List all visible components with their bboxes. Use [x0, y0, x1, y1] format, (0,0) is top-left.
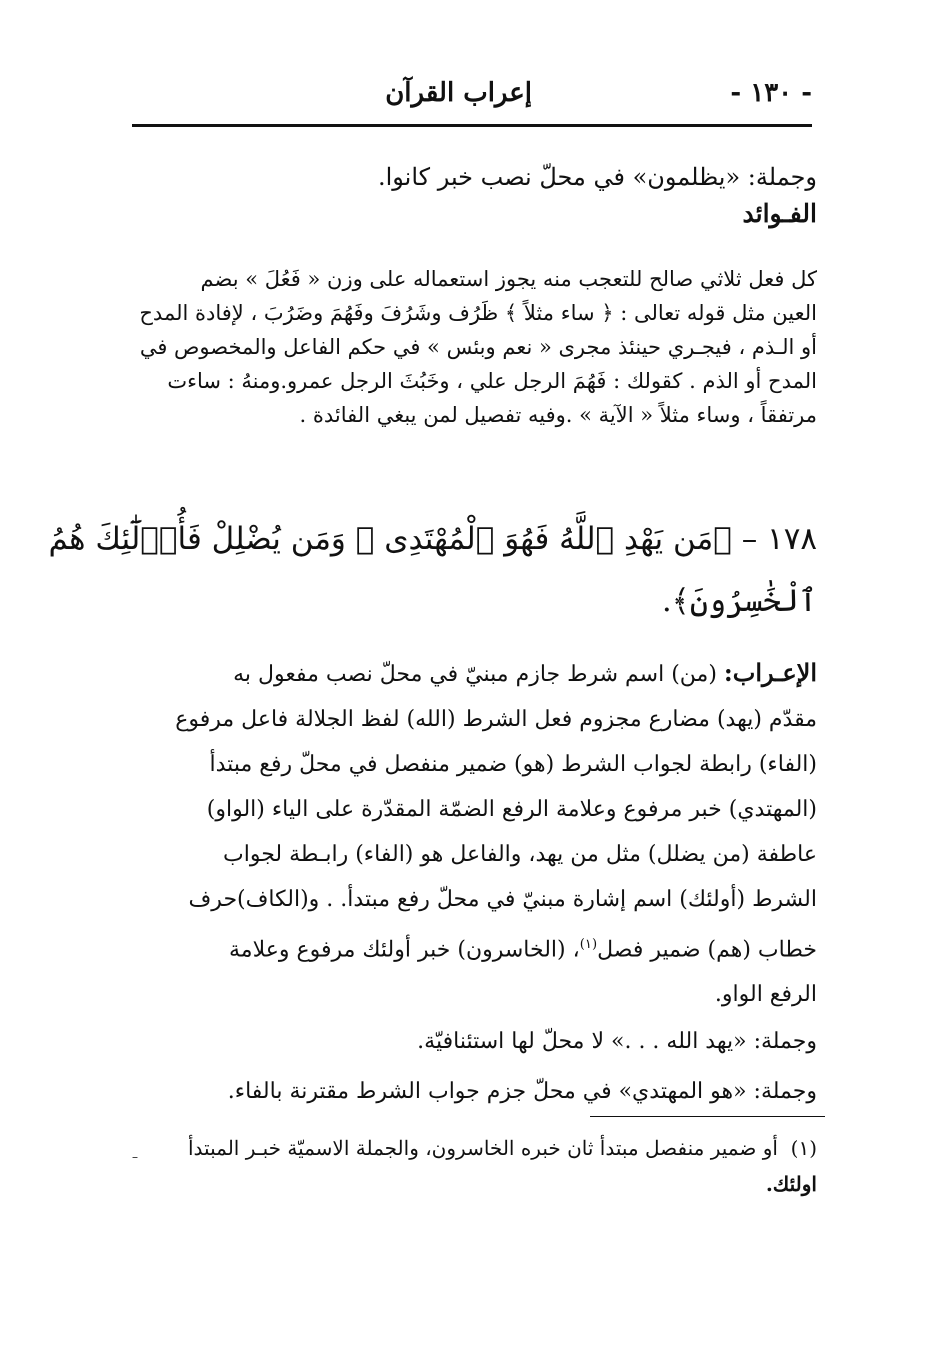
footnote-line: (١) أو ضمير منفصل مبتدأ ثان خبره الخاسرون، والجملة الاسميّة خبـر المبتدأ [188, 1136, 817, 1160]
irab-line: الإعـراب: (من) اسم شرط جازم مبنيّ في محلّ نصب مفعول به [233, 658, 817, 687]
sentence-huwa-almuhtadi: وجملة: «هو المهتدي» في محلّ جزم جواب الشرط مقترنة بالفاء. [227, 1079, 817, 1104]
verse-number: ١٧٨ – [741, 521, 817, 557]
benefits-line: المدح أو الذم . كقولك : فَهُمَ الرجل علي ، وخَبُثَ الرجل عمرو.ومنهُ : ساءت [167, 369, 817, 393]
sentence-yazlimun: وجملة: «يظلمون» في محلّ نصب خبر كانوا. [377, 163, 817, 191]
footnote-rule [590, 1116, 825, 1117]
irab-heading: الإعـراب: [723, 658, 817, 687]
irab-line: الشرط (أولئك) اسم إشارة مبنيّ في محلّ رفع مبتدأ. . و(الكاف)حرف [188, 887, 817, 912]
sentence-yahdi-allah: وجملة: «يهد الله . . .» لا محلّ لها استئنافيّة. [417, 1029, 817, 1054]
page-header [132, 70, 812, 128]
irab-line: مقدّم (يهد) مضارع مجزوم فعل الشرط (الله) لفظ الجلالة فاعل مرفوع [175, 707, 817, 732]
benefits-line: العين مثل قوله تعالى : ﴿ ساء مثلاً ﴾ ظَرُف وشَرُفَ وفَهُمَ وضَرُبَ ، لإفادة المدح [139, 301, 817, 325]
benefits-paragraph [132, 262, 817, 432]
benefits-heading: الفـوائد [742, 199, 817, 228]
quran-verse [48, 508, 817, 632]
irab-paragraph [132, 650, 817, 1017]
page-number: - ١٣٠ - [730, 78, 812, 108]
irab-line: خطاب (هم) ضمير فصل$^{(١)}$، (الخاسرون) خبر أولئك مرفوع وعلامة [229, 937, 817, 963]
margin-dot: – [132, 1150, 138, 1164]
irab-line: الرفع الواو. [714, 982, 817, 1008]
footnote-ref: (١) [579, 937, 598, 952]
running-title: إعراب القرآن [385, 78, 532, 108]
irab-line: (المهتدي) خبر مرفوع وعلامة الرفع الضمّة المقدّرة على الياء (الواو) [206, 797, 817, 822]
verse-line-1 [48, 508, 817, 570]
irab-line: (الفاء) رابطة لجواب الشرط (هو) ضمير منفصل في محلّ رفع مبتدأ [209, 752, 817, 777]
benefits-line: مرتفقاً ، وساء مثلاً « الآية » .وفيه تفصيل لمن يبغي الفائدة . [299, 403, 817, 427]
header-rule [132, 124, 812, 127]
footnote-marker: (١) [790, 1136, 817, 1160]
verse-line-2: ٱلْخَٰسِرُونَ﴾. [661, 583, 817, 619]
verse-text: ﴿مَن يَهْدِ ٱللَّهُ فَهُوَ ٱلْمُهْتَدِى ۖ وَمَن يُضْلِلْ فَأُو۟لَٰٓئِكَ هُمُ [48, 521, 732, 557]
benefits-line: أو الـذم ، فيجـري حينئذ مجرى « نعم وبئس » في حكم الفاعل والمخصوص في [139, 335, 817, 359]
irab-line: عاطفة (من يضلل) مثل من يهد، والفاعل هو (الفاء) رابـطة لجواب [223, 842, 817, 867]
benefits-line: كل فعل ثلاثي صالح للتعجب منه يجوز استعماله على وزن « فَعُلَ » بضم [200, 267, 817, 291]
footnote-line: اولئك. [765, 1172, 817, 1196]
footnote [132, 1130, 817, 1202]
